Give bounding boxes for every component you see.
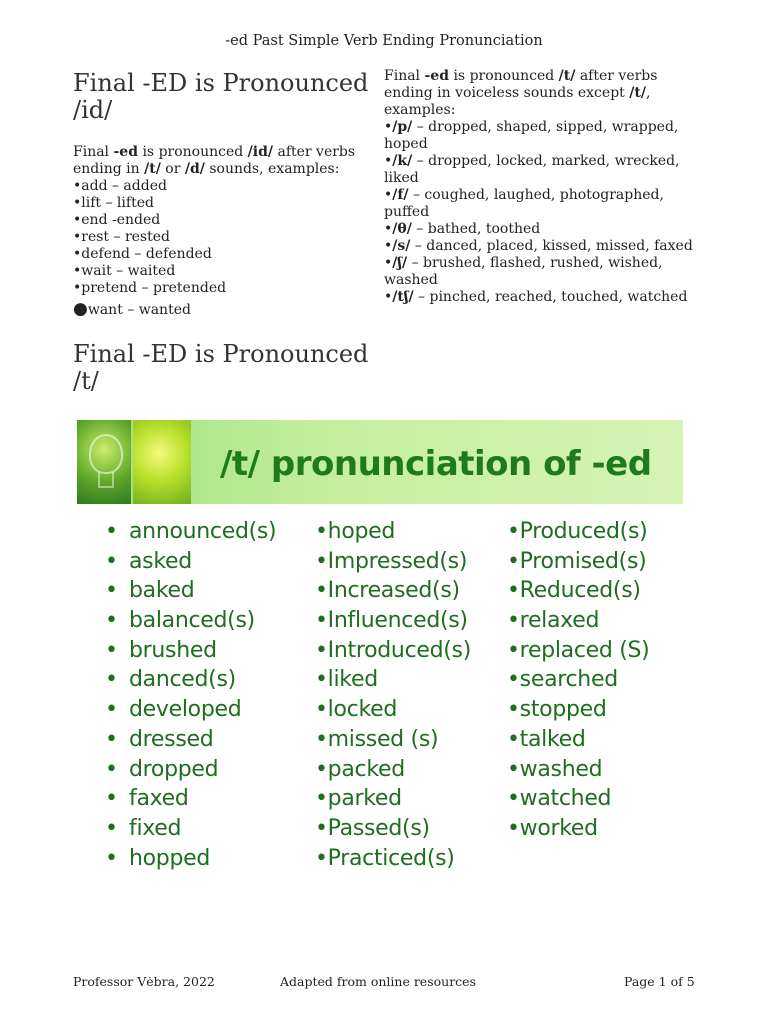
list-item: •defend – defended <box>73 246 212 262</box>
list-item: •/θ/ – bathed, toothed <box>384 221 541 237</box>
list-item: •stopped <box>507 697 607 723</box>
list-item: •Increased(s) <box>315 578 460 604</box>
list-item: • brushed <box>105 637 217 663</box>
list-item: ●want – wanted <box>73 299 191 319</box>
list-item: •Impressed(s) <box>315 548 468 574</box>
list-item: •/tʃ/ – pinched, reached, touched, watched <box>384 289 688 305</box>
t-rule-text: Final -ed is pronounced /t/ after verbs ending in voiceless sounds except /t/, examples: •/p/ – dropped, shaped, sipped, wrapped, hoped •/k/ – dropped, locked, marked, wrecked, liked •/f/ – coughed, laughed, photographed, puffed •/θ/ – bathed, toothed •/s/ – danced, placed, kissed, missed, faxed •/ʃ/ – brushed, flashed, rushed, wished, washed •/tʃ/ – pinched, reached, touched, watched <box>384 68 704 306</box>
list-item: •/ʃ/ – brushed, flashed, rushed, wished, washed <box>384 255 663 288</box>
list-item: • hopped <box>105 845 211 871</box>
page-title: -ed Past Simple Verb Ending Pronunciation <box>225 33 543 49</box>
list-item: •/s/ – danced, placed, kissed, missed, faxed <box>384 238 693 254</box>
list-item: •watched <box>507 786 612 812</box>
id-examples-list <box>73 178 358 319</box>
t-pronunciation-image <box>77 420 683 875</box>
list-item: •liked <box>315 667 378 693</box>
verb-column-2 <box>315 517 471 873</box>
heading-id-section: Final -ED is Pronounced /id/ <box>73 69 369 124</box>
list-item: • dropped <box>105 756 219 782</box>
list-item: • developed <box>105 697 242 723</box>
list-item: • asked <box>105 548 192 574</box>
list-item: •locked <box>315 697 398 723</box>
footer-source: Adapted from online resources <box>280 974 476 989</box>
list-item: •lift – lifted <box>73 195 154 211</box>
list-item: • baked <box>105 578 195 604</box>
id-rule-text: Final -ed is pronounced /id/ after verbs ending in /t/ or /d/ sounds, examples: •add – added •lift – lifted •end -ended •rest – rested •defend – defended •wait – waited •pretend – pretended ●want – wanted <box>73 144 358 319</box>
footer-author: Professor Vėbra, 2022 <box>73 974 215 989</box>
image-banner <box>77 420 683 504</box>
verb-column-1 <box>77 517 276 873</box>
list-item: •hoped <box>315 519 396 544</box>
list-item: •pretend – pretended <box>73 280 227 296</box>
list-item: •rest – rested <box>73 229 170 245</box>
image-title: /t/ pronunciation of -ed <box>220 444 652 484</box>
list-item: •Produced(s) <box>507 519 648 544</box>
list-item: •replaced (S) <box>507 637 650 663</box>
list-item: • fixed <box>105 815 182 841</box>
list-item: • balanced(s) <box>105 608 255 634</box>
list-item: •missed (s) <box>315 726 439 752</box>
list-item: •worked <box>507 815 598 841</box>
heading-t-section: Final -ED is Pronounced /t/ <box>73 340 369 395</box>
list-item: •end -ended <box>73 212 161 228</box>
list-item: •packed <box>315 756 405 782</box>
list-item: •washed <box>507 756 603 782</box>
list-item: •/p/ – dropped, shaped, sipped, wrapped, hoped <box>384 119 679 152</box>
list-item: •Influenced(s) <box>315 608 468 634</box>
list-item: • announced(s) <box>105 519 277 544</box>
list-item: •parked <box>315 786 402 812</box>
list-item: •Introduced(s) <box>315 637 471 663</box>
glow-icon <box>133 420 191 504</box>
list-item: • danced(s) <box>105 667 236 693</box>
list-item: •Promised(s) <box>507 548 647 574</box>
list-item: •talked <box>507 726 586 752</box>
list-item: •wait – waited <box>73 263 176 279</box>
list-item: •Reduced(s) <box>507 578 641 604</box>
footer-page-number: Page 1 of 5 <box>624 974 695 989</box>
list-item: • faxed <box>105 786 189 812</box>
list-item: •/k/ – dropped, locked, marked, wrecked, liked <box>384 153 680 186</box>
verb-column-3 <box>507 517 649 844</box>
list-item: •searched <box>507 667 618 693</box>
list-item: •Passed(s) <box>315 815 430 841</box>
list-item: •Practiced(s) <box>315 845 455 871</box>
list-item: •relaxed <box>507 608 600 634</box>
list-item: •/f/ – coughed, laughed, photographed, puffed <box>384 187 664 220</box>
t-examples-list <box>384 119 704 306</box>
lightbulb-icon <box>77 420 131 504</box>
list-item: • dressed <box>105 726 214 752</box>
list-item: •add – added <box>73 178 167 194</box>
